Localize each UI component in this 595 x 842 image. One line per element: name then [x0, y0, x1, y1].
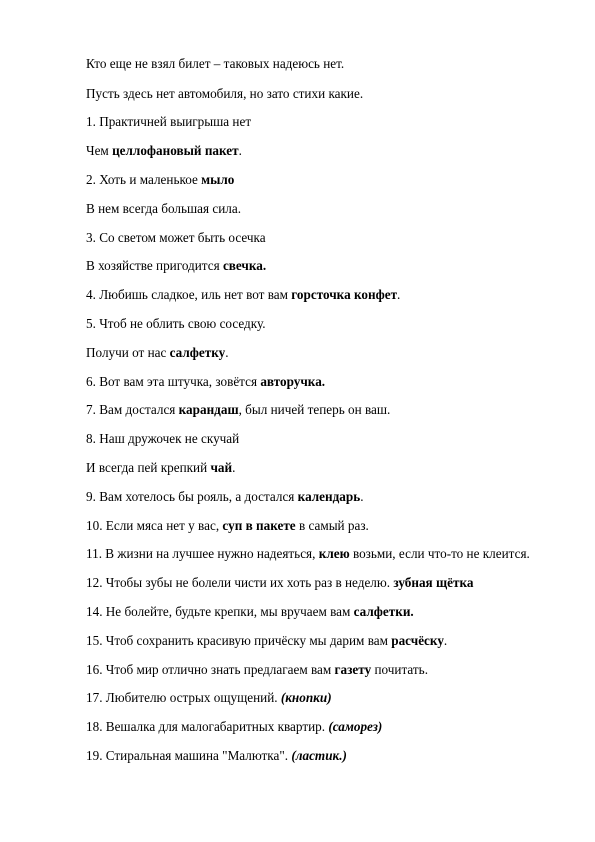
text-segment: 19. Стиральная машина "Малютка".: [86, 748, 292, 763]
text-line: [86, 518, 369, 534]
bold-italic-text: (кнопки): [280, 690, 332, 705]
bold-text: целлофановый пакет: [112, 143, 239, 158]
text-segment: 2. Хоть и маленькое: [86, 172, 202, 187]
text-segment: В нем всегда большая сила.: [86, 201, 242, 216]
text-segment: возьми, если что-то не клеится.: [349, 546, 530, 561]
bold-text: карандаш: [178, 402, 239, 417]
text-line: [86, 172, 234, 188]
text-line: [86, 86, 363, 102]
text-segment: почитать.: [371, 662, 428, 677]
text-segment: .: [225, 345, 229, 360]
text-line: [86, 316, 266, 332]
text-segment: .: [443, 633, 448, 648]
text-segment: 16. Чтоб мир отлично знать предлагаем вам: [86, 662, 335, 677]
bold-text: клею: [318, 546, 350, 561]
text-line: [86, 604, 414, 620]
text-line: [86, 633, 447, 649]
text-segment: .: [232, 460, 236, 475]
bold-text: мыло: [201, 172, 235, 187]
text-segment: Получи от нас: [86, 345, 170, 360]
text-segment: 8. Наш дружочек не скучай: [86, 431, 240, 446]
text-line: [86, 230, 266, 246]
text-segment: 17. Любителю острых ощущений.: [86, 690, 281, 705]
bold-text: свечка.: [222, 258, 267, 273]
bold-text: салфетки.: [353, 604, 414, 619]
text-segment: 4. Любишь сладкое, иль нет вот вам: [86, 287, 292, 302]
text-segment: И всегда пей крепкий: [86, 460, 211, 475]
text-line: [86, 575, 473, 591]
text-segment: .: [397, 287, 401, 302]
text-line: [86, 287, 400, 303]
text-segment: 5. Чтоб не облить свою соседку.: [86, 316, 266, 331]
bold-text: зубная щётка: [393, 575, 474, 590]
text-line: [86, 431, 239, 447]
bold-text: чай: [210, 460, 233, 475]
text-segment: Кто еще не взял билет – таковых надеюсь нет.: [86, 56, 345, 71]
bold-italic-text: (ластик.): [291, 748, 347, 763]
text-line: [86, 719, 382, 735]
text-line: [86, 748, 347, 764]
bold-text: газету: [334, 662, 372, 677]
text-segment: 18. Вешалка для малогабаритных квартир.: [86, 719, 329, 734]
text-segment: 7. Вам достался: [86, 402, 179, 417]
text-line: [86, 546, 530, 562]
text-line: [86, 345, 229, 361]
text-line: [86, 662, 428, 678]
text-segment: .: [360, 489, 364, 504]
text-segment: Чем: [86, 143, 113, 158]
text-segment: 14. Не болейте, будьте крепки, мы вручаем вам: [86, 604, 354, 619]
text-segment: 9. Вам хотелось бы рояль, а достался: [86, 489, 298, 504]
text-line: [86, 690, 332, 706]
text-line: [86, 374, 325, 390]
text-segment: 3. Со светом может быть осечка: [86, 230, 266, 245]
text-line: [86, 460, 235, 476]
text-segment: 10. Если мяса нет у вас,: [86, 518, 223, 533]
text-line: [86, 143, 242, 159]
bold-text: авторучка.: [260, 374, 326, 389]
bold-italic-text: (саморез): [328, 719, 383, 734]
text-segment: .: [238, 143, 242, 158]
bold-text: суп в пакете: [222, 518, 296, 533]
text-segment: 11. В жизни на лучшее нужно надеяться,: [86, 546, 319, 561]
text-line: [86, 114, 251, 130]
text-segment: 15. Чтоб сохранить красивую причёску мы дарим вам: [86, 633, 392, 648]
bold-text: салфетку: [169, 345, 226, 360]
text-line: [86, 489, 364, 505]
text-line: [86, 201, 241, 217]
text-segment: 6. Вот вам эта штучка, зовётся: [86, 374, 261, 389]
text-line: [86, 56, 344, 72]
text-segment: , был ничей теперь он ваш.: [238, 402, 391, 417]
bold-text: расчёску: [391, 633, 444, 648]
text-segment: в самый раз.: [295, 518, 369, 533]
text-segment: Пусть здесь нет автомобиля, но зато стихи какие.: [86, 86, 364, 101]
text-line: [86, 402, 390, 418]
text-line: [86, 258, 266, 274]
text-segment: 12. Чтобы зубы не болели чисти их хоть раз в неделю.: [86, 575, 394, 590]
bold-text: горсточка конфет: [291, 287, 398, 302]
bold-text: календарь: [297, 489, 361, 504]
text-segment: 1. Практичней выигрыша нет: [86, 114, 252, 129]
text-segment: В хозяйстве пригодится: [86, 258, 223, 273]
